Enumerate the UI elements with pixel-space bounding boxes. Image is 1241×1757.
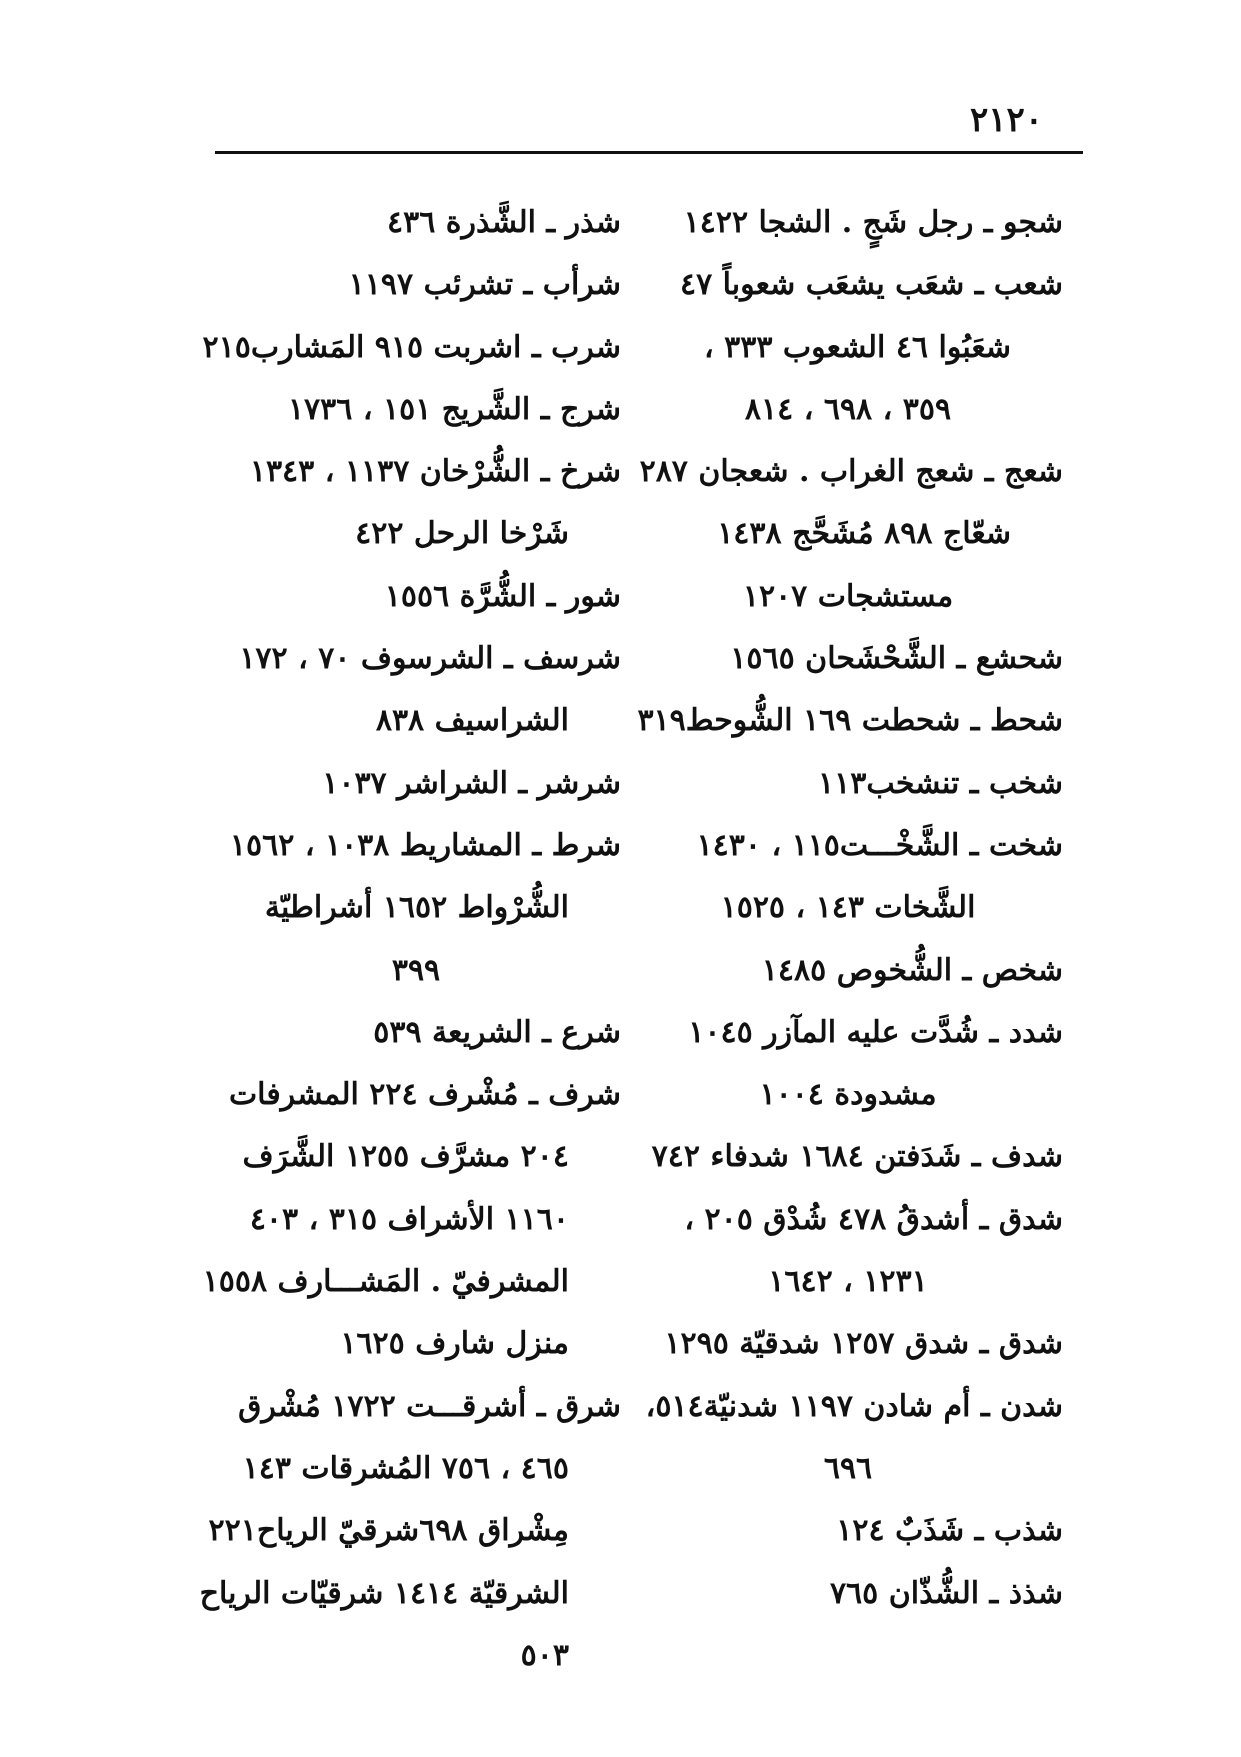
index-continuation: ٦٩٦ <box>823 1450 873 1486</box>
index-entry: شخب ـ تنشخب١١٣ <box>818 765 1063 801</box>
index-entry: شذب ـ شَذَبٌ ١٢٤ <box>836 1513 1063 1549</box>
index-continuation: ٣٥٩ ، ٦٩٨ ، ٨١٤ <box>744 391 952 427</box>
index-entry: شرع ـ الشريعة ٥٣٩ <box>373 1014 621 1050</box>
index-entry: شرأب ـ تشرئب ١١٩٧ <box>348 267 621 303</box>
index-entry: شرط ـ المشاريط ١٠٣٨ ، ١٥٦٢ <box>229 827 621 863</box>
index-continuation: شعَبُوا ٤٦ الشعوب ٣٣٣ ، <box>703 329 1011 365</box>
index-entry: شذر ـ الشَّذرة ٤٣٦ <box>386 205 621 240</box>
index-entry: شرشر ـ الشراشر ١٠٣٧ <box>322 765 621 801</box>
index-entry: شدق ـ أشدقُ ٤٧٨ شُدْق ٢٠٥ ، <box>684 1201 1063 1237</box>
left-index-column <box>199 192 621 1687</box>
index-continuation: الشَّخات ١٤٣ ، ١٥٢٥ <box>720 890 976 926</box>
index-entry: شعج ـ شعج الغراب . شعجان ٢٨٧ <box>639 454 1063 490</box>
index-continuation: ٤٦٥ ، ٧٥٦ المُشرقات ١٤٣ <box>242 1450 569 1486</box>
index-continuation: مشدودة ١٠٠٤ <box>759 1077 937 1113</box>
index-entry: شرب ـ اشربت ٩١٥ المَشارب٢١٥ <box>202 329 621 365</box>
index-entry: شجو ـ رجل شَجٍ . الشجا ١٤٢٢ <box>683 205 1063 240</box>
index-entry: شحشع ـ الشَّحْشَحان ١٥٦٥ <box>730 641 1063 677</box>
index-entry: شخص ـ الشُّخوص ١٤٨٥ <box>761 952 1063 988</box>
index-continuation: ٥٠٣ <box>520 1637 569 1673</box>
index-continuation: منزل شارف ١٦٢٥ <box>340 1326 569 1362</box>
index-entry: شحط ـ شحطت ١٦٩ الشُّوحط٣١٩ <box>637 703 1063 739</box>
index-entry: شرخ ـ الشُّرْخان ١١٣٧ ، ١٣٤٣ <box>249 454 621 490</box>
index-entry: شدن ـ أم شادن ١١٩٧ شدنيّة٥١٤، <box>645 1388 1063 1424</box>
index-entry: شعب ـ شعَب يشعَب شعوباً ٤٧ <box>679 267 1063 303</box>
header-rule <box>215 151 1083 154</box>
index-continuation: شَرْخا الرحل ٤٢٢ <box>355 516 569 552</box>
index-continuation: مستشجات ١٢٠٧ <box>742 578 954 614</box>
index-continuation: الشرقيّة ١٤١٤ شرقيّات الرياح <box>199 1575 569 1611</box>
index-continuation: ١٢٣١ ، ١٦٤٢ <box>768 1264 928 1300</box>
index-continuation: ١١٦٠ الأشراف ٣١٥ ، ٤٠٣ <box>249 1201 569 1237</box>
index-entry: شدق ـ شدق ١٢٥٧ شدقيّة ١٢٩٥ <box>664 1326 1063 1362</box>
index-entry: شرج ـ الشَّريج ١٥١ ، ١٧٣٦ <box>287 391 621 427</box>
index-continuation: ٣٩٩ <box>391 952 441 988</box>
index-continuation: ٢٠٤ مشرَّف ١٢٥٥ الشَّرَف <box>242 1139 569 1175</box>
index-entry: شرسف ـ الشرسوف ٧٠ ، ١٧٢ <box>239 641 621 677</box>
index-entry: شذذ ـ الشُّذّان ٧٦٥ <box>829 1575 1063 1611</box>
index-entry: شور ـ الشُّرَّة ١٥٥٦ <box>384 578 621 614</box>
page-number: ٢١٢٠ <box>969 100 1043 140</box>
index-continuation: الشراسيف ٨٣٨ <box>375 703 569 739</box>
index-continuation: المشرفيّ . المَشـــارف ١٥٥٨ <box>202 1264 569 1300</box>
right-index-column <box>633 192 1063 1625</box>
index-entry: شدف ـ شَدَفتن ١٦٨٤ شدفاء ٧٤٢ <box>651 1139 1063 1175</box>
index-entry: شخت ـ الشَّخْـــت١١٥ ، ١٤٣٠ <box>696 827 1063 863</box>
index-continuation: شعّاج ٨٩٨ مُشَحَّج ١٤٣٨ <box>717 516 1011 552</box>
index-entry: شرق ـ أشرقـــت ١٧٢٢ مُشْرق <box>238 1388 621 1424</box>
index-entry: شرف ـ مُشْرف ٢٢٤ المشرفات <box>228 1077 621 1113</box>
index-continuation: الشُّرْواط ١٦٥٢ أشراطيّة <box>264 890 569 926</box>
index-continuation: مِشْراق ٦٩٨شرقيّ الرياح٢٢١ <box>208 1513 569 1549</box>
index-entry: شدد ـ شُدَّت عليه المآزر ١٠٤٥ <box>688 1014 1063 1050</box>
